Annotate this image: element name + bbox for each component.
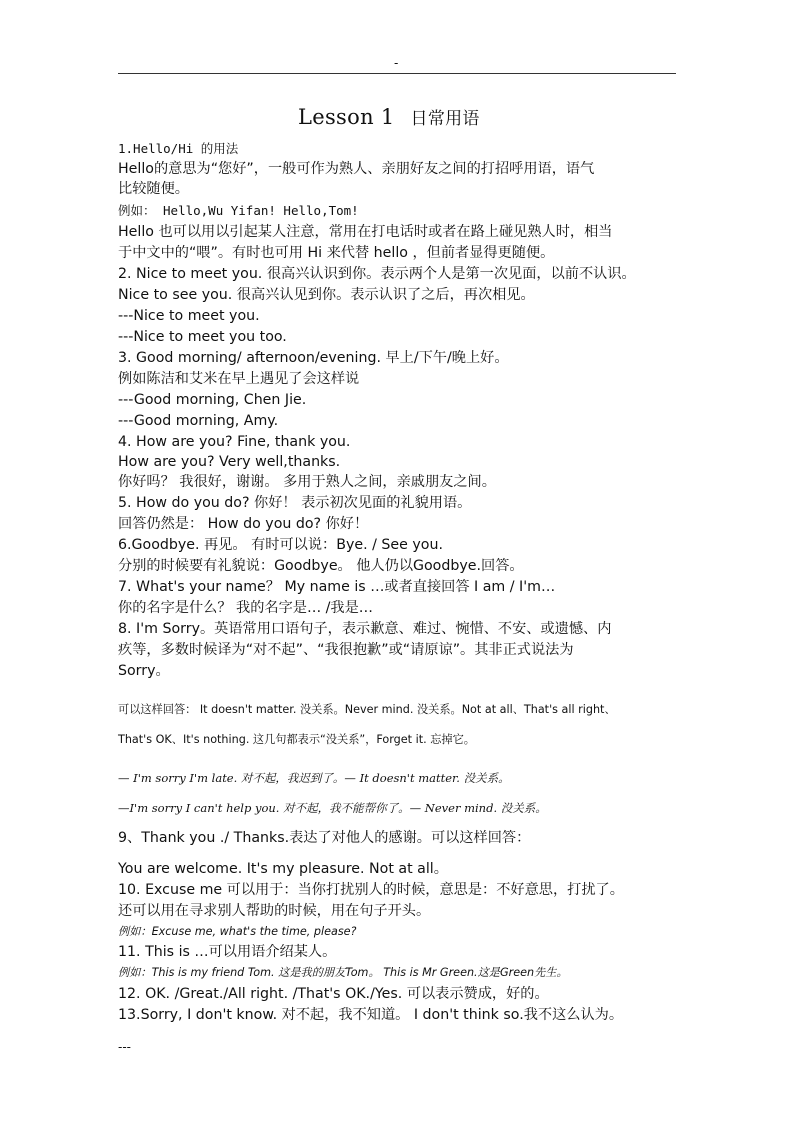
text-line: 回答仍然是： How do you do? 你好！ <box>118 516 369 532</box>
text-line: ---Nice to meet you. <box>118 308 260 324</box>
text-line: 4. How are you? Fine, thank you. <box>118 434 351 450</box>
text-line: Sorry。 <box>118 663 170 679</box>
text-line: —I'm sorry I can't help you. 对不起，我不能帮你了。— Never mind. 没关系。 <box>118 801 547 815</box>
text-line: ---Nice to meet you too. <box>118 329 287 345</box>
text-line: You are welcome. It's my pleasure. Not at all。 <box>118 861 448 877</box>
text-line: 11. This is …可以用语介绍某人。 <box>118 944 337 960</box>
text-line: ---Good morning, Chen Jie. <box>118 392 307 408</box>
text-line: 3. Good morning/ afternoon/evening. 早上/下午/晚上好。 <box>118 350 509 366</box>
text-line: 分别的时候要有礼貌说：Goodbye。 他人仍以Goodbye.回答。 <box>118 558 524 574</box>
text-line: 例如：This is my friend Tom. 这是我的朋友Tom。 This is Mr Green.这是Green先生。 <box>118 966 568 979</box>
text-line: 例如陈洁和艾米在早上遇见了会这样说 <box>118 371 360 387</box>
lesson-title <box>298 104 480 129</box>
text-line: 你的名字是什么？ 我的名字是… /我是… <box>118 600 373 616</box>
text-line: ---Good morning, Amy. <box>118 413 279 429</box>
text-line: 5. How do you do? 你好！ 表示初次见面的礼貌用语。 <box>118 495 472 511</box>
text-line: That's OK、It's nothing. 这几句都表示“没关系”，Forget it. 忘掉它。 <box>118 733 475 746</box>
text-line: — I'm sorry I'm late. 对不起，我迟到了。— It doesn't matter. 没关系。 <box>118 771 510 785</box>
header-rule <box>118 73 676 74</box>
text-line: How are you? Very well,thanks. <box>118 454 341 470</box>
text-line: 还可以用在寻求别人帮助的时候，用在句子开头。 <box>118 903 431 919</box>
page-footer-mark: --- <box>118 1040 131 1054</box>
text-line: 例如：Excuse me, what's the time, please? <box>118 925 357 938</box>
text-line: 可以这样回答： It doesn't matter. 没关系。Never mind. 没关系。Not at all、That's all right、 <box>118 703 616 716</box>
text-line: 疚等，多数时候译为“对不起”、“我很抱歉”或“请原谅”。其非正式说法为 <box>118 642 574 658</box>
text-line: Hello的意思为“您好”，一般可作为熟人、亲朋好友之间的打招呼用语，语气 <box>118 161 595 177</box>
text-line: 例如： Hello,Wu Yifan! Hello,Tom! <box>118 203 359 218</box>
text-line: 你好吗？ 我很好，谢谢。 多用于熟人之间，亲戚朋友之间。 <box>118 474 496 490</box>
text-line: 于中文中的“喂”。有时也可用 Hi 来代替 hello ，但前者显得更随便。 <box>118 245 555 261</box>
text-line: 8. I'm Sorry。英语常用口语句子，表示歉意、难过、惋惜、不安、或遗憾、内 <box>118 621 612 637</box>
text-line: 9、Thank you ./ Thanks.表达了对他人的感谢。可以这样回答： <box>118 830 531 846</box>
text-line: 2. Nice to meet you. 很高兴认识到你。表示两个人是第一次见面，以前不认识。 <box>118 266 636 282</box>
text-line: 6.Goodbye. 再见。 有时可以说：Bye. / See you. <box>118 537 443 553</box>
text-line: 12. OK. /Great./All right. /That's OK./Yes. 可以表示赞成，好的。 <box>118 986 549 1002</box>
lesson-topic: 日常用语 <box>410 109 480 129</box>
lesson-number: Lesson 1 <box>298 105 395 129</box>
text-line: Nice to see you. 很高兴认见到你。表示认识了之后，再次相见。 <box>118 287 535 303</box>
text-line: Hello 也可以用以引起某人注意，常用在打电话时或者在路上碰见熟人时，相当 <box>118 224 613 240</box>
text-line: 比较随便。 <box>118 181 189 197</box>
text-line: 13.Sorry, I don't know. 对不起，我不知道。 I don't think so.我不这么认为。 <box>118 1007 624 1023</box>
text-line: 7. What's your name？ My name is …或者直接回答 I am / I'm… <box>118 579 556 595</box>
text-line: 1.Hello/Hi 的用法 <box>118 141 239 156</box>
page-header-mark: - <box>394 56 399 70</box>
text-line: 10. Excuse me 可以用于：当你打扰别人的时候，意思是：不好意思，打扰了。 <box>118 882 624 898</box>
